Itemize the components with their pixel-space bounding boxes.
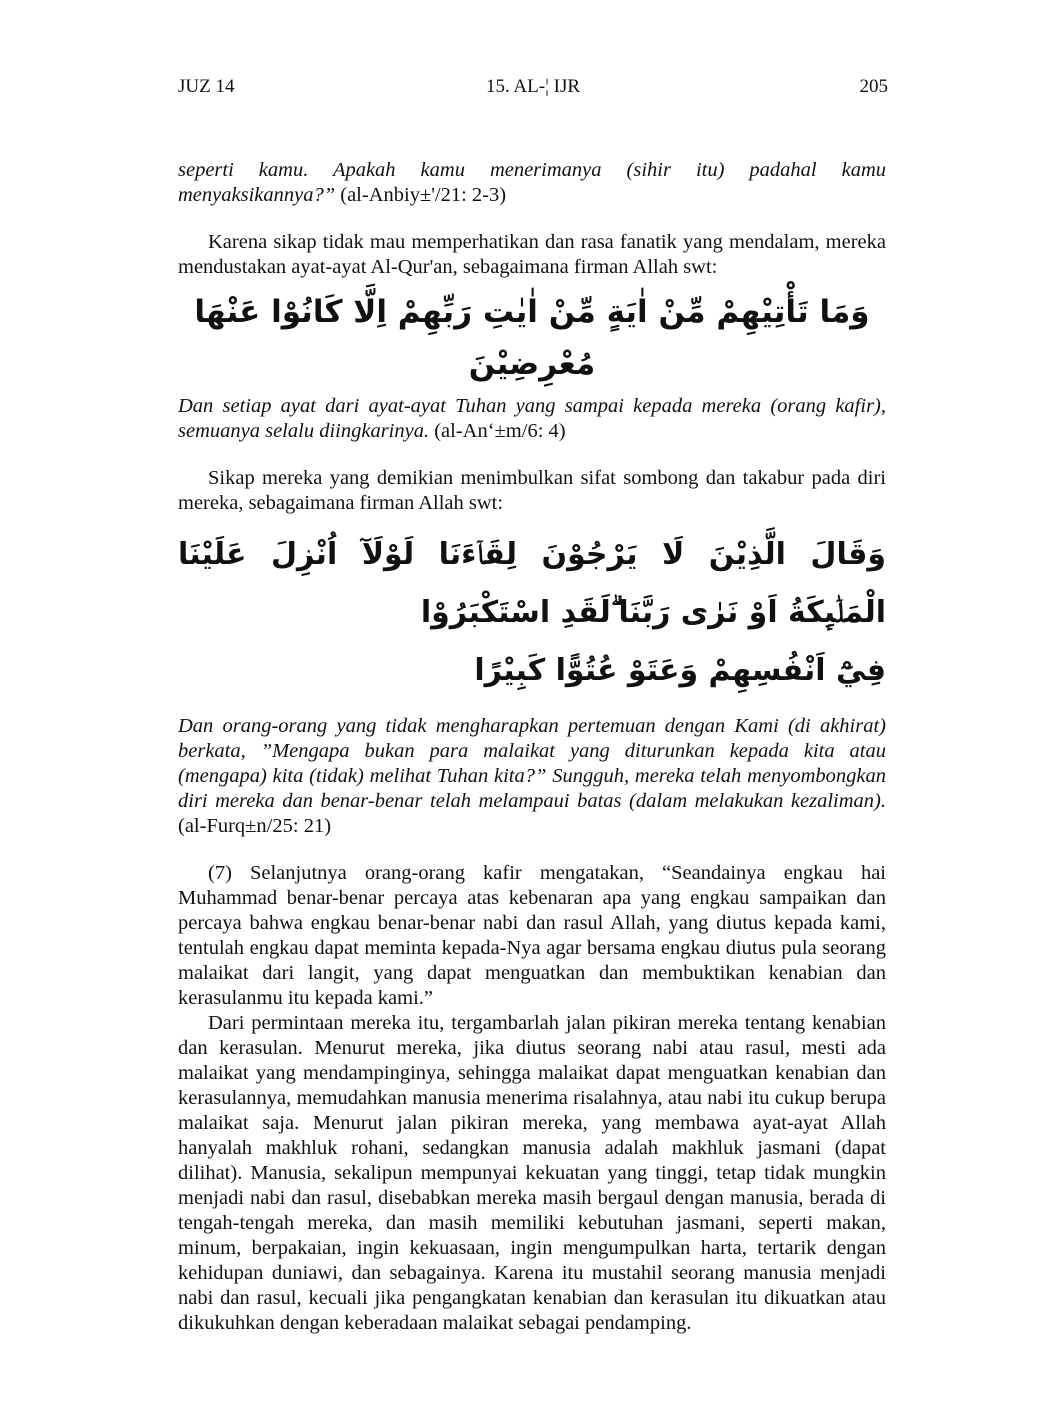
surah-title: 15. AL-¦ IJR xyxy=(485,76,581,97)
verse-reference: (al-An‘±m/6: 4) xyxy=(429,420,566,442)
translation-text: Dan setiap ayat dari ayat-ayat Tuhan yang sampai kepada mereka (orang kafir), semuanya selalu diingkarinya. xyxy=(178,395,886,442)
translation-paragraph-3 xyxy=(178,714,886,839)
translation-paragraph-2 xyxy=(178,394,886,444)
arabic-verse-2-line-2: فِيْٓ اَنْفُسِهِمْ وَعَتَوْ عُتُوًّا كَبِيْرًا xyxy=(474,653,886,688)
body-paragraph-1: Karena sikap tidak mau memperhatikan dan rasa fanatik yang mendalam, mereka mendustakan ayat-ayat Al-Qur'an, sebagaimana firman Allah swt: xyxy=(178,231,886,278)
translation-text: Dan orang-orang yang tidak mengharapkan pertemuan dengan Kami (di akhirat) berkata, ”Mengapa bukan para malaikat yang diturunkan kepada kita atau (mengapa) kita (tidak) melihat Tuhan kita?” Sungguh, mereka telah menyombongkan diri mereka dan benar-benar telah melampaui batas (dalam melakukan kezaliman). xyxy=(178,715,886,812)
page-body xyxy=(178,158,886,1336)
juz-label: JUZ 14 xyxy=(178,76,235,97)
body-paragraph-4: Dari permintaan mereka itu, tergambarlah jalan pikiran mereka tentang kenabian dan kerasulan. Menurut mereka, jika diutus seorang nabi atau rasul, mesti ada malaikat yang mendampinginya, sehingga malaikat dapat menguatkan kenabian dan kerasulannya, memudahkan manusia menerima risalahnya, atau nabi itu cukup berupa malaikat saja. Menurut jalan pikiran mereka, yang membawa ayat-ayat Allah hanyalah makhluk rohani, sedangkan manusia adalah makhluk jasmani (dapat dilihat). Manusia, sekalipun mempunyai kekuatan yang tinggi, tetap tidak mungkin menjadi nabi dan rasul, disebabkan mereka masih bergaul dengan manusia, berada di tengah-tengah mereka, dan masih memiliki kebutuhan jasmani, seperti makan, minum, berpakaian, ingin kekuasaan, ingin mengumpulkan harta, tertarik dengan kehidupan duniawi, dan sebagainya. Karena itu mustahil seorang manusia menjadi nabi dan rasul, kecuali jika pengangkatan kenabian dan kerasulan itu dikuatkan atau dikukuhkan dengan keberadaan malaikat sebagai pendamping. xyxy=(178,1012,886,1334)
translation-text: seperti kamu. Apakah kamu menerimanya (sihir itu) padahal kamu menyaksikannya?” xyxy=(178,159,886,206)
page-number: 205 xyxy=(859,76,888,97)
arabic-verse-1: وَمَا تَأْتِيْهِمْ مِّنْ اٰيَةٍ مِّنْ اٰيٰتِ رَبِّهِمْ اِلَّا كَانُوْا عَنْهَا مُعْرِضِيْنَ xyxy=(194,294,870,382)
verse-reference: (al-Furq±n/25: 21) xyxy=(178,815,332,837)
arabic-verse-2-line-1: وَقَالَ الَّذِيْنَ لَا يَرْجُوْنَ لِقَاۤءَنَا لَوْلَآ اُنْزِلَ عَلَيْنَا الْمَلٰۤىِٕكَةُ اَوْ نَرٰى رَبَّنَا ۗلَقَدِ اسْتَكْبَرُوْا xyxy=(178,537,886,630)
verse-reference: (al-Anbiy±'/21: 2-3) xyxy=(335,184,507,206)
body-paragraph-3: (7) Selanjutnya orang-orang kafir mengatakan, “Seandainya engkau hai Muhammad benar-benar percaya atas kebenaran apa yang engkau sampaikan dan percaya bahwa engkau benar-benar nabi dan rasul Allah, yang diutus kepada kami, tentulah engkau dapat meminta kepada-Nya agar bersama engkau diutus pula seorang malaikat dari langit, yang dapat menguatkan dan membuktikan kenabian dan kerasulanmu itu kepada kami.” xyxy=(178,862,886,1009)
body-paragraph-2: Sikap mereka yang demikian menimbulkan sifat sombong dan takabur pada diri mereka, sebagaimana firman Allah swt: xyxy=(178,467,886,514)
translation-paragraph-1 xyxy=(178,158,886,208)
page-header xyxy=(178,76,888,102)
arabic-verse-2 xyxy=(178,526,886,700)
